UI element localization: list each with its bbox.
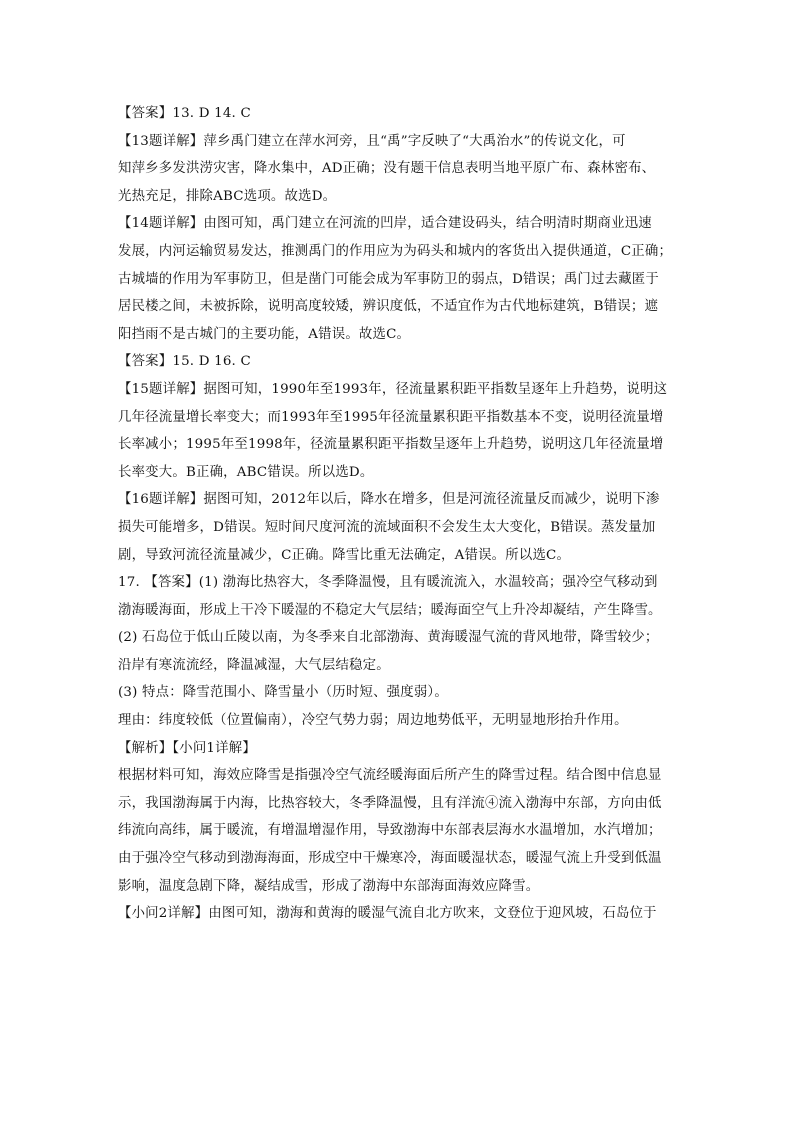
answer-17-line: 理由：纬度较低（位置偏南），冷空气势力弱；周边地势低平，无明显地形抬升作用。 [118,713,628,729]
explanation-13-line: 光热充足，排除ABC选项。故选D。 [118,188,337,204]
explanation-14-line: 居民楼之间，未被拆除，说明高度较矮，辨识度低，不适宜作为古代地标建筑，B错误；遮 [118,299,659,315]
analysis-1-line: 纬流向高纬，属于暖流，有增温增湿作用，导致渤海中东部表层海水水温增加，水汽增加； [118,823,662,839]
analysis-1-line: 影响，温度急剧下降，凝结成雪，形成了渤海中东部海面海效应降雪。 [118,878,540,894]
explanation-14-line: 发展，内河运输贸易发达，推测禹门的作用应为为码头和城内的客货出入提供通道，C正确； [118,243,673,259]
explanation-15-line: 几年径流量增长率变大；而1993年至1995年径流量累积距平指数基本不变，说明径流量增 [118,409,664,425]
answer-17-line: (2) 石岛位于低山丘陵以南，为冬季来自北部渤海、黄海暖湿气流的背风地带，降雪较少； [118,630,659,646]
explanation-15-line: 【15题详解】据图可知，1990年至1993年，径流量累积距平指数呈逐年上升趋势，说明这 [118,381,668,397]
explanation-14-line: 古城墙的作用为军事防卫，但是凿门可能会成为军事防卫的弱点，D错误；禹门过去藏匿于 [118,271,659,287]
analysis-1-line: 根据材料可知，海效应降雪是指强冷空气流经暖海面后所产生的降雪过程。结合图中信息显 [118,768,662,784]
document-page [118,100,678,928]
explanation-16-line: 剧，导致河流径流量减少，C正确。降雪比重无法确定，A错误。所以选C。 [118,547,571,563]
explanation-15-line: 长率变大。B正确，ABC错误。所以选D。 [118,464,374,480]
explanation-13-line: 【13题详解】萍乡禹门建立在萍水河旁，且“禹”字反映了“大禹治水”的传说文化，可 [118,133,626,149]
answer-17-line: 渤海暖海面，形成上干冷下暖湿的不稳定大气层结；暖海面空气上升冷却凝结，产生降雪。 [118,602,662,618]
answer-line-15-16: 【答案】15. D 16. C [118,354,251,370]
analysis-2-line: 【小问2详解】由图可知，渤海和黄海的暖湿气流自北方吹来，文登位于迎风坡，石岛位于 [118,906,657,922]
explanation-15-line: 长率减小；1995年至1998年，径流量累积距平指数呈逐年上升趋势，说明这几年径流量增 [118,437,664,453]
analysis-1-line: 示，我国渤海属于内海，比热容较大，冬季降温慢，且有洋流④流入渤海中东部，方向由低 [118,795,662,811]
explanation-14-line: 阳挡雨不是古城门的主要功能，A错误。故选C。 [118,326,411,342]
analysis-heading: 【解析】【小问1详解】 [118,740,256,756]
explanation-14-line: 【14题详解】由图可知，禹门建立在河流的凹岸，适合建设码头，结合明清时期商业迅速 [118,216,652,232]
explanation-13-line: 知萍乡多发洪涝灾害，降水集中，AD正确；没有题干信息表明当地平原广布、森林密布、 [118,161,656,177]
analysis-1-line: 由于强冷空气移动到渤海海面，形成空中干燥寒冷，海面暖湿状态，暖湿气流上升受到低温 [118,851,662,867]
answer-line-13-14: 【答案】13. D 14. C [118,106,251,121]
explanation-16-line: 损失可能增多，D错误。短时间尺度河流的流域面积不会发生太大变化，B错误。蒸发量加 [118,519,656,535]
answer-17-line: 17. 【答案】(1) 渤海比热容大，冬季降温慢，且有暖流流入，水温较高；强冷空气移动到 [118,575,658,591]
answer-17-line: 沿岸有寒流流经，降温减湿，大气层结稳定。 [118,657,390,673]
answer-17-line: (3) 特点：降雪范围小、降雪量小（历时短、强度弱）。 [118,685,448,701]
explanation-16-line: 【16题详解】据图可知，2012年以后，降水在增多，但是河流径流量反而减少，说明下渗 [118,492,660,508]
